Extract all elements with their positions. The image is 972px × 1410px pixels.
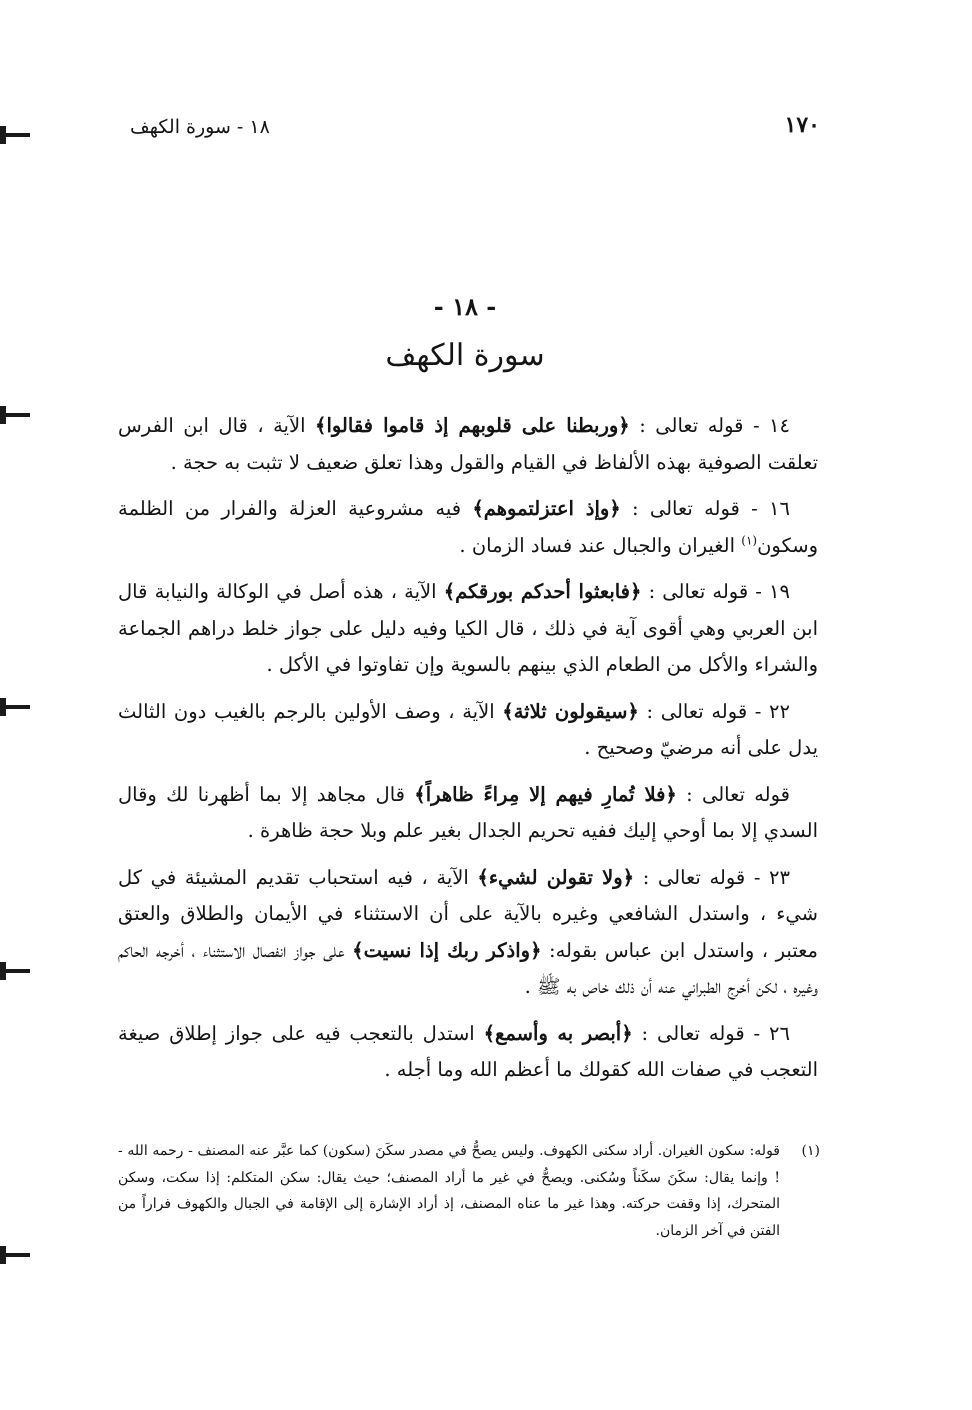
chapter-number: - ١٨ -	[433, 292, 497, 321]
paragraph-verse-23	[118, 860, 818, 1006]
quran-verse: ﴿فابعثوا أحدكم بورقكم﴾	[443, 580, 642, 603]
commentary-text: فيه مشروعية العزلة والفرار من الظلمة وسكون	[118, 497, 818, 557]
footnote-text: قوله: سكون الغيران. أراد سكنى الكهوف. وليس يصحُّ في مصدر سكَنَ (سكون) كما عبَّر عنه المصنف - رحمه الله - ! وإنما يقال: سكَنَ سكَناً وسُكنى. ويصحُّ في غير ما أراد المصنف؛ حيث يقال: سكن المتكلم: إذا سكت، وسكن المتحرك، إذا وقفت حركته. وهذا غير ما عناه المصنف، إذ أراد الإشارة إلى الإقامة في الجبال والكهوف فراراً من الفتن في آخر الزمان.	[118, 1143, 780, 1239]
quran-verse: ﴿أبصر به وأسمع﴾	[483, 1021, 633, 1045]
paragraph-verse-19	[118, 574, 818, 684]
commentary-text: الآية ، قال ابن الفرس تعلقت الصوفية بهذه الألفاظ في القيام والقول وهذا تعلق ضعيف لا تثبت به حجة .	[118, 414, 818, 474]
verse-lead: قوله تعالى :	[676, 782, 790, 806]
commentary-text: استدل بالتعجب فيه على جواز إطلاق صيغة التعجب في صفات الله كقولك ما أعظم الله وما أجله .	[118, 1021, 818, 1081]
verse-number-lead: ١٤ - قوله تعالى :	[629, 414, 790, 437]
quran-verse: ﴿وربطنا على قلوبهم إذ قاموا فقالوا﴾	[315, 414, 630, 437]
quran-verse: ﴿ولا تقولن لشيء﴾	[477, 865, 635, 889]
paragraph-verse-22b	[118, 777, 818, 850]
commentary-text: قال مجاهد إلا بما أظهرنا لك وقال السدي إلا بما أوحي إليك ففيه تحريم الجدال بغير علم وبلا حجة ظاهرة .	[118, 782, 818, 842]
paragraph-verse-22	[118, 694, 818, 767]
commentary-text-continued: الغيران والجبال عند فساد الزمان .	[459, 533, 742, 557]
page-header	[120, 112, 820, 146]
verse-number-lead: ١٩ - قوله تعالى :	[641, 580, 790, 603]
chapter-title: سورة الكهف	[385, 338, 545, 373]
page-number: ١٧٠	[784, 112, 820, 138]
commentary-text: الآية ، وصف الأولين بالرجم بالغيب دون الثالث يدل على أنه مرضيّ وصحيح .	[118, 699, 818, 759]
footnotes-section	[118, 1138, 820, 1244]
commentary-text: الآية ، فيه استحباب تقديم المشيئة في كل شيء ، واستدل الشافعي وغيره بالآية على أن الاستثناء في الأيمان والطلاق والعتق معتبر ، واستدل ابن عباس بقوله:	[118, 865, 818, 962]
running-title: ١٨ - سورة الكهف	[130, 116, 270, 138]
verse-number-lead: ٢٦ - قوله تعالى :	[632, 1021, 790, 1045]
footnote-reference[interactable]: (١)	[741, 533, 758, 547]
body-text	[118, 408, 818, 1099]
quran-verse-secondary: ﴿واذكر ربك إذا نسيت﴾	[352, 938, 542, 962]
quran-verse: ﴿وإذ اعتزلتموهم﴾	[472, 497, 621, 520]
verse-number-lead: ١٦ - قوله تعالى :	[620, 497, 790, 520]
paragraph-verse-16	[118, 491, 818, 564]
verse-number-lead: ٢٣ - قوله تعالى :	[634, 865, 790, 889]
quran-verse: ﴿فلا تُمارِ فيهم إلا مِراءً ظاهراً﴾	[414, 782, 677, 806]
paragraph-verse-14	[118, 408, 818, 481]
footnote-marker: (١)	[801, 1143, 820, 1159]
verse-number-lead: ٢٢ - قوله تعالى :	[638, 699, 790, 723]
paragraph-verse-26	[118, 1016, 818, 1089]
commentary-text-continued: على جواز انفصال الاستثناء ، أخرجه الحاكم وغيره ، لكن أخرج الطبراني عنه أن ذلك خاص به ﷺ .	[118, 938, 818, 998]
quran-verse: ﴿سيقولون ثلاثة﴾	[502, 699, 639, 723]
commentary-text: الآية ، هذه أصل في الوكالة والنيابة قال ابن العربي وهي أقوى آية في ذلك ، قال الكيا وفيه دليل على جواز خلط دراهم الجماعة والشراء والأكل من الطعام الذي بينهم بالسوية وإن تفاوتوا في الأكل .	[118, 580, 818, 676]
footnote-1	[118, 1138, 820, 1244]
